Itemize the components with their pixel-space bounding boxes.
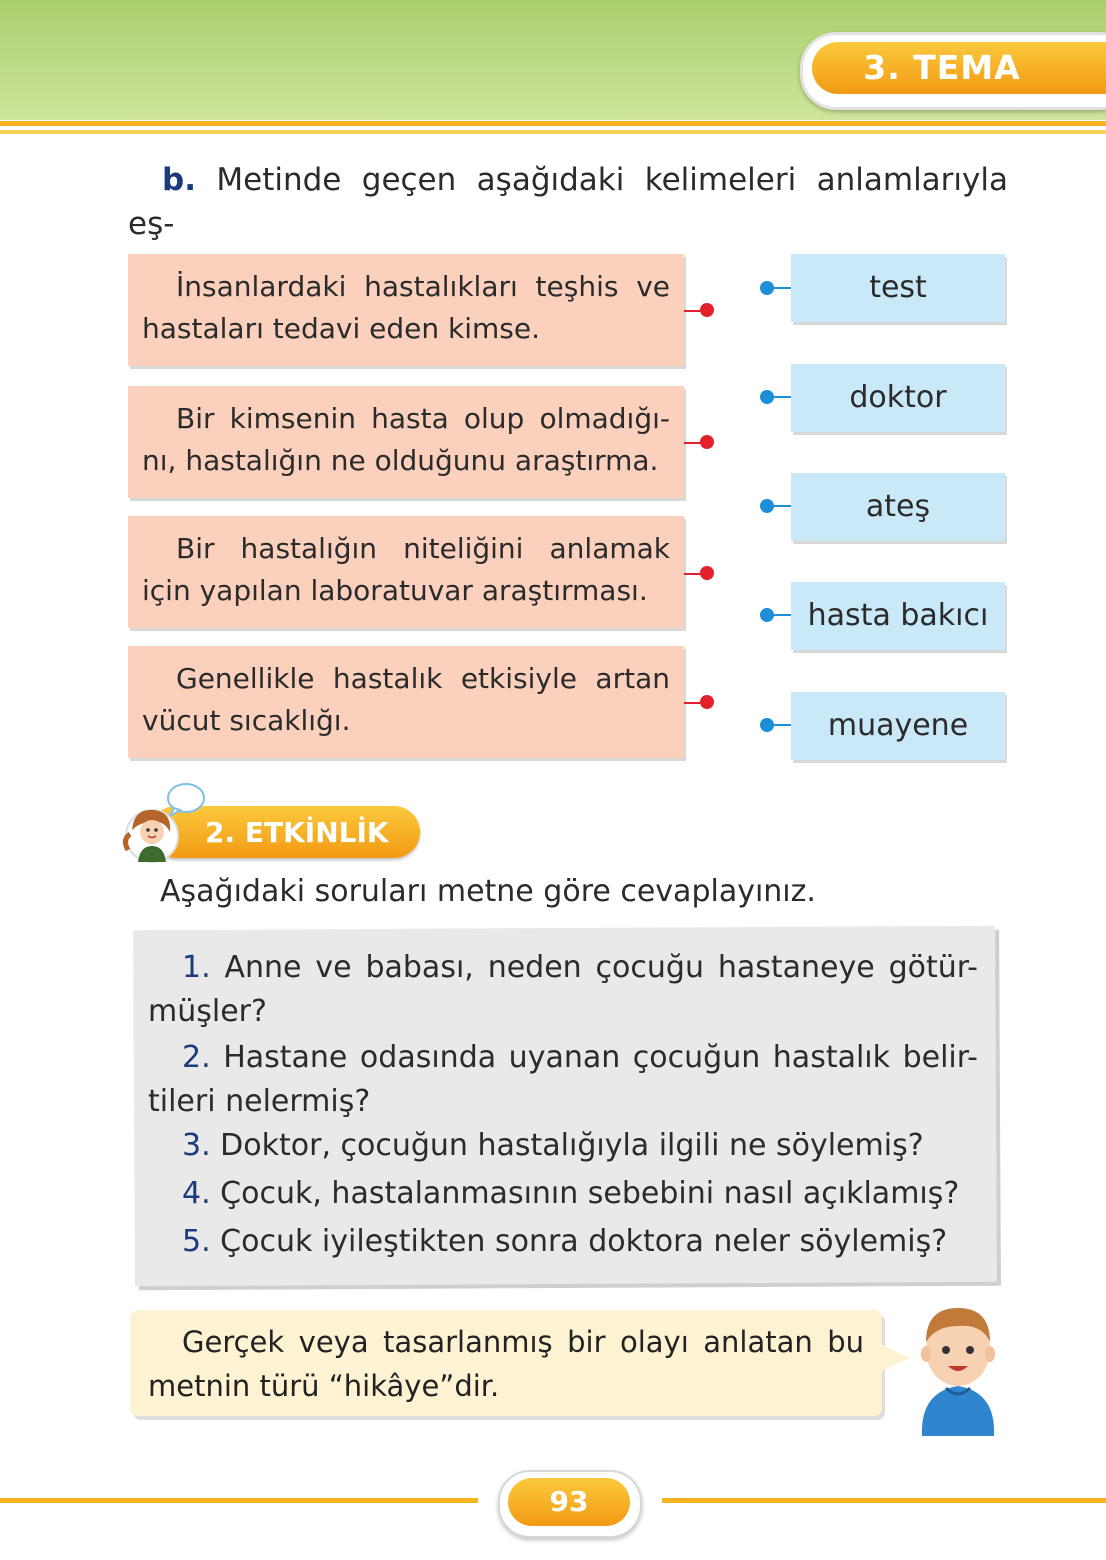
question-number: 4. [182, 1176, 211, 1211]
definition-3-line-1: Bir hastalığın niteliğini anlamak [176, 532, 670, 565]
question-1 [148, 946, 978, 1034]
question-3 [148, 1124, 978, 1168]
connector-line [768, 724, 792, 726]
question-text: Doktor, çocuğun hastalığıyla ilgili ne söylemiş? [220, 1128, 924, 1163]
word-box-1: test [791, 254, 1005, 322]
info-note-line-1: Gerçek veya tasarlanmış bir olayı anlatan bu [182, 1325, 864, 1359]
question-text: Çocuk iyileştikten sonra doktora neler söylemiş? [220, 1224, 948, 1259]
instruction-line-1: Metinde geçen aşağıdaki kelimeleri anlamlarıyla eş- [128, 162, 1008, 242]
word-box-3: ateş [791, 473, 1005, 541]
match-dot-left-3[interactable] [700, 566, 714, 580]
question-number: 5. [182, 1224, 211, 1259]
girl-character-icon [112, 778, 208, 864]
page-number: 93 [549, 1485, 589, 1518]
match-dot-left-4[interactable] [700, 695, 714, 709]
question-2 [148, 1036, 978, 1124]
question-4 [148, 1172, 978, 1216]
activity-title: 2. ETKİNLİK [205, 816, 389, 849]
question-text-cont: müşler? [148, 994, 267, 1029]
connector-line [768, 396, 792, 398]
word-box-2: doktor [791, 364, 1005, 432]
section-marker: b. [162, 162, 196, 198]
definition-3-line-2: için yapılan laboratuvar araştırması. [142, 574, 648, 607]
question-number: 2. [182, 1040, 211, 1075]
definition-1-line-2: hastaları tedavi eden kimse. [142, 312, 541, 345]
word-box-5: muayene [791, 692, 1005, 760]
definition-2-line-2: nı, hastalığın ne olduğunu araştırma. [142, 444, 659, 477]
question-text: Hastane odasında uyanan çocuğun hastalık belir- [223, 1040, 978, 1075]
definition-box-1 [128, 254, 684, 366]
speech-bubble-tail [880, 1344, 910, 1372]
question-text: Çocuk, hastalanmasının sebebini nasıl açıklamış? [220, 1176, 960, 1211]
footer-divider-left [0, 1498, 478, 1503]
info-note-line-2: metnin türü “hikâye”dir. [148, 1369, 500, 1403]
match-dot-left-1[interactable] [700, 303, 714, 317]
word-box-4: hasta bakıcı [791, 582, 1005, 650]
match-dot-left-2[interactable] [700, 435, 714, 449]
definition-4-line-1: Genellikle hastalık etkisiyle artan [176, 662, 670, 695]
definition-box-3 [128, 516, 684, 628]
question-number: 3. [182, 1128, 211, 1163]
connector-line [768, 505, 792, 507]
header-divider-thin [0, 130, 1106, 134]
theme-label: 3. TEMA [863, 48, 1021, 87]
question-5 [148, 1220, 978, 1264]
boy-character-icon [912, 1296, 1004, 1438]
info-note [148, 1320, 864, 1408]
definition-2-line-1: Bir kimsenin hasta olup olmadığı- [176, 402, 670, 435]
header-divider [0, 121, 1106, 126]
question-text-cont: tileri nelermiş? [148, 1084, 371, 1119]
definition-box-4 [128, 646, 684, 758]
question-text: Anne ve babası, neden çocuğu hastaneye götür- [224, 950, 978, 985]
footer-divider-right [662, 1498, 1106, 1503]
definition-box-2 [128, 386, 684, 498]
activity-instruction: Aşağıdaki soruları metne göre cevaplayınız. [160, 874, 816, 909]
connector-line [768, 614, 792, 616]
definition-1-line-1: İnsanlardaki hastalıkları teşhis ve [176, 270, 670, 303]
question-number: 1. [182, 950, 211, 985]
connector-line [768, 287, 792, 289]
definition-4-line-2: vücut sıcaklığı. [142, 704, 351, 737]
